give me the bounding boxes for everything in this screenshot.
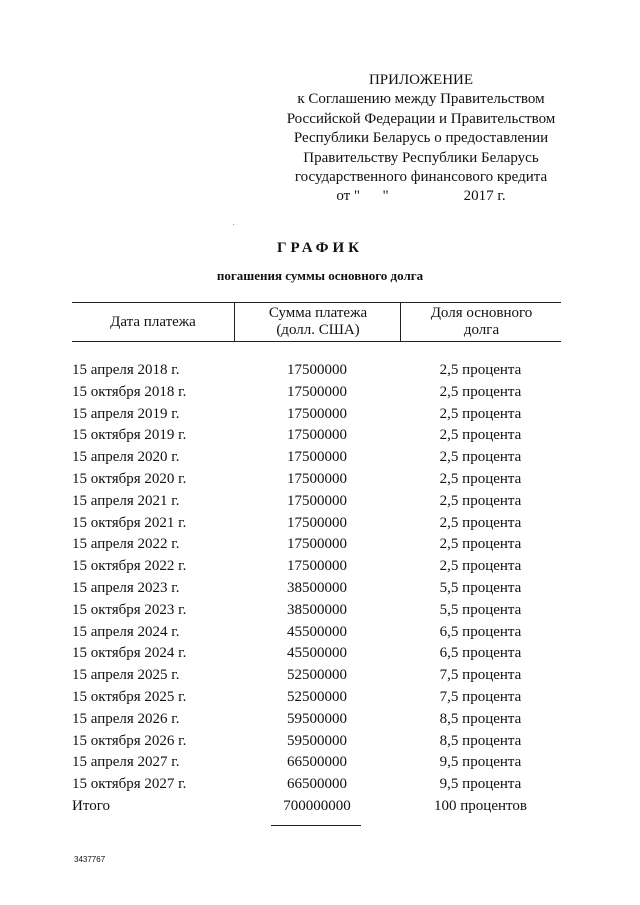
payment-date: 15 апреля 2021 г. <box>72 492 180 509</box>
payment-date: 15 апреля 2025 г. <box>72 667 180 684</box>
debt-share: 9,5 процента <box>439 754 522 771</box>
table-row <box>72 578 561 600</box>
debt-share: 6,5 процента <box>439 623 522 640</box>
payment-amount: 17500000 <box>287 492 347 509</box>
repayment-table <box>72 302 561 818</box>
payment-amount: 66500000 <box>287 754 347 771</box>
debt-share: 2,5 процента <box>439 405 522 422</box>
payment-date: 15 октября 2024 г. <box>72 645 187 662</box>
payment-date: 15 апреля 2022 г. <box>72 536 180 553</box>
payment-date: 15 апреля 2020 г. <box>72 449 180 466</box>
debt-share: 7,5 процента <box>439 688 522 705</box>
payment-date: 15 апреля 2026 г. <box>72 710 180 727</box>
table-row <box>72 600 561 622</box>
payment-amount: 17500000 <box>287 427 347 444</box>
total-label: Итого <box>72 797 110 814</box>
annex-line: государственного финансового кредита <box>294 169 548 186</box>
annex-line: Российской Федерации и Правительством <box>286 110 556 127</box>
table-row <box>72 425 561 447</box>
annex-date-line: от " " 2017 г. <box>336 188 506 205</box>
payment-amount: 17500000 <box>287 383 347 400</box>
total-amount: 700000000 <box>283 797 351 814</box>
debt-share: 2,5 процента <box>439 514 522 531</box>
table-row <box>72 382 561 404</box>
debt-share: 2,5 процента <box>439 536 522 553</box>
debt-share: 2,5 процента <box>439 427 522 444</box>
table-row <box>72 513 561 535</box>
payment-amount: 45500000 <box>287 623 347 640</box>
annex-block <box>260 71 582 207</box>
debt-share: 2,5 процента <box>439 558 522 575</box>
payment-amount: 45500000 <box>287 645 347 662</box>
table-row <box>72 709 561 731</box>
payment-amount: 38500000 <box>287 601 347 618</box>
payment-amount: 66500000 <box>287 776 347 793</box>
table-row <box>72 643 561 665</box>
debt-share: 2,5 процента <box>439 383 522 400</box>
payment-date: 15 апреля 2018 г. <box>72 362 180 378</box>
debt-share: 8,5 процента <box>439 710 522 727</box>
table-row <box>72 665 561 687</box>
table-row <box>72 447 561 469</box>
annex-title: ПРИЛОЖЕНИЕ <box>368 72 474 88</box>
table-header <box>72 302 561 342</box>
schedule-subheading: погашения суммы основного долга <box>216 268 424 283</box>
payment-date: 15 октября 2025 г. <box>72 688 187 705</box>
debt-share: 2,5 процента <box>439 492 522 509</box>
closing-rule <box>271 825 361 826</box>
debt-share: 2,5 процента <box>439 470 522 487</box>
table-row <box>72 360 561 382</box>
total-row <box>72 796 561 818</box>
payment-date: 15 октября 2027 г. <box>72 776 187 793</box>
debt-share: 6,5 процента <box>439 645 522 662</box>
payment-date: 15 апреля 2027 г. <box>72 754 180 771</box>
annex-line: к Соглашению между Правительством <box>297 91 545 108</box>
header-amount: Сумма платежа (долл. США) <box>234 303 401 341</box>
payment-date: 15 октября 2018 г. <box>72 383 187 400</box>
annex-line: Правительству Республики Беларусь <box>303 149 539 166</box>
payment-amount: 17500000 <box>287 449 347 466</box>
table-row <box>72 731 561 753</box>
payment-date: 15 октября 2022 г. <box>72 558 187 575</box>
table-body <box>72 360 561 818</box>
debt-share: 8,5 процента <box>439 732 522 749</box>
payment-amount: 17500000 <box>287 514 347 531</box>
document-number: 3437767 <box>74 855 106 864</box>
debt-share: 2,5 процента <box>439 362 522 378</box>
debt-share: 2,5 процента <box>439 449 522 466</box>
table-row <box>72 491 561 513</box>
table-row <box>72 469 561 491</box>
header-share: Доля основного долга <box>400 303 562 341</box>
table-row <box>72 752 561 774</box>
schedule-title-block <box>0 240 640 284</box>
table-row <box>72 774 561 796</box>
payment-amount: 17500000 <box>287 405 347 422</box>
payment-amount: 17500000 <box>287 558 347 575</box>
payment-date: 15 октября 2020 г. <box>72 470 187 487</box>
annex-line: Республики Беларусь о предоставлении <box>293 130 549 147</box>
payment-date: 15 апреля 2019 г. <box>72 405 180 422</box>
payment-date: 15 октября 2019 г. <box>72 427 187 444</box>
scan-speck <box>233 224 234 225</box>
debt-share: 5,5 процента <box>439 579 522 596</box>
debt-share: 7,5 процента <box>439 667 522 684</box>
payment-date: 15 октября 2026 г. <box>72 732 187 749</box>
table-row <box>72 687 561 709</box>
payment-date: 15 октября 2023 г. <box>72 601 187 618</box>
payment-amount: 52500000 <box>287 667 347 684</box>
table-row <box>72 556 561 578</box>
payment-date: 15 апреля 2024 г. <box>72 623 180 640</box>
payment-amount: 38500000 <box>287 579 347 596</box>
table-row <box>72 622 561 644</box>
payment-date: 15 апреля 2023 г. <box>72 579 180 596</box>
debt-share: 9,5 процента <box>439 776 522 793</box>
debt-share: 5,5 процента <box>439 601 522 618</box>
schedule-heading: ГРАФИК <box>276 240 364 256</box>
total-share: 100 процентов <box>434 797 527 814</box>
payment-amount: 17500000 <box>287 470 347 487</box>
payment-date: 15 октября 2021 г. <box>72 514 187 531</box>
payment-amount: 59500000 <box>287 710 347 727</box>
table-row <box>72 534 561 556</box>
table-row <box>72 404 561 426</box>
payment-amount: 17500000 <box>287 536 347 553</box>
payment-amount: 52500000 <box>287 688 347 705</box>
payment-amount: 59500000 <box>287 732 347 749</box>
payment-amount: 17500000 <box>287 362 347 378</box>
header-date: Дата платежа <box>110 313 196 330</box>
